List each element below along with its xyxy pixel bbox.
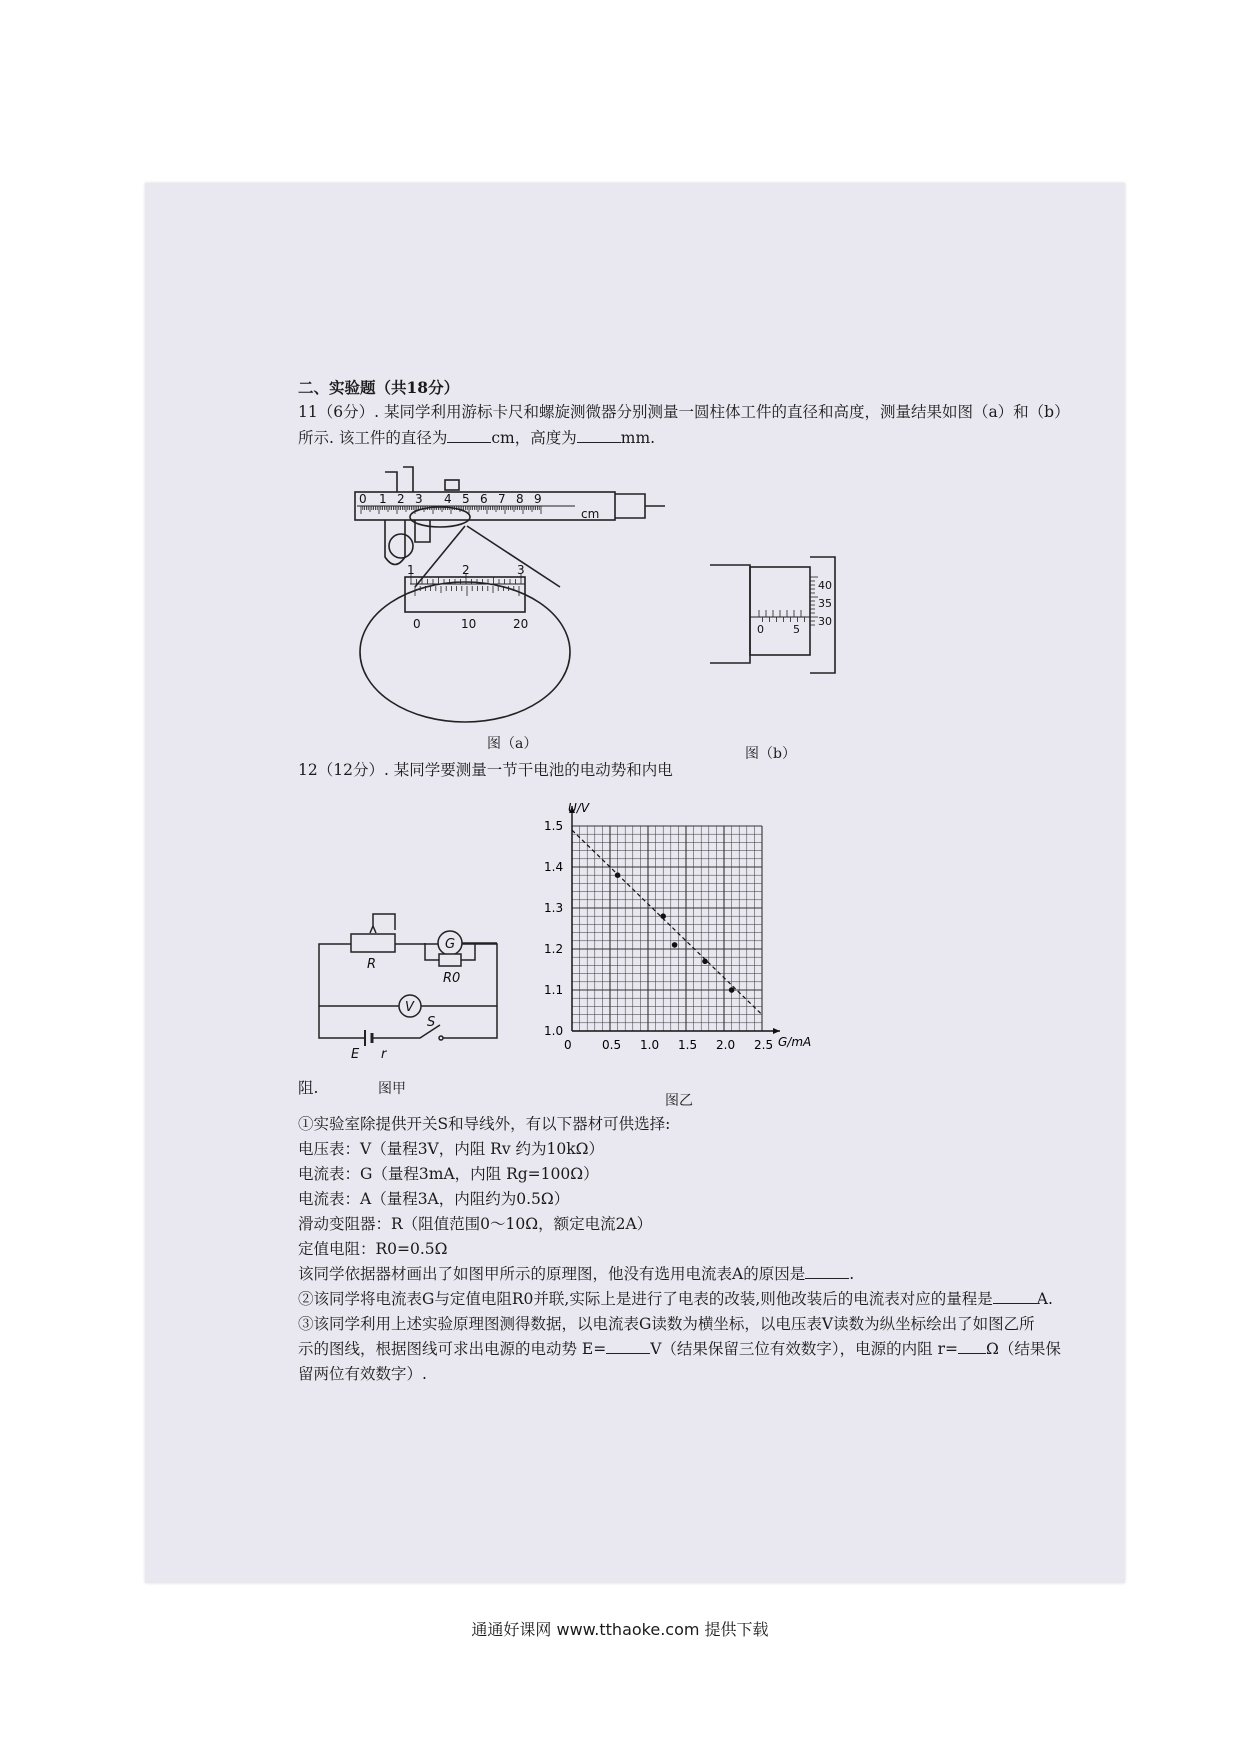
x-axis-label: G/mA (778, 1035, 812, 1049)
q12-line-8-end: A. (1036, 1290, 1053, 1308)
y-tick-label: 1.3 (544, 901, 564, 915)
vernier-caliper-figure (345, 462, 675, 732)
y-tick-label: 1.4 (544, 860, 564, 874)
r-blank[interactable] (958, 1339, 986, 1354)
caliper-main-0: 0 (359, 492, 367, 506)
q12-line-11: 留两位有效数字）. (298, 1365, 427, 1383)
emf-blank[interactable] (606, 1339, 650, 1354)
zoom-vernier-10: 10 (461, 617, 477, 631)
q12-line-3: 电流表：G（量程3mA，内阻 Rg=100Ω） (298, 1165, 599, 1183)
data-point (729, 987, 735, 993)
q12-line-7-end: . (849, 1265, 855, 1283)
x-tick-label: 2.5 (754, 1038, 774, 1052)
q12-line-8-text: ②该同学将电流表G与定值电阻R0并联,实际上是进行了电表的改装,则他改装后的电流表对应的量程是 (298, 1290, 993, 1308)
height-blank[interactable] (577, 428, 621, 443)
sleeve-0: 0 (757, 623, 764, 636)
section-title: 二、实验题（共18分） (298, 378, 460, 397)
u-i-graph (520, 798, 820, 1088)
q11-text-b: cm，高度为 (491, 429, 577, 447)
sleeve-5: 5 (793, 623, 800, 636)
range-blank[interactable] (993, 1289, 1037, 1304)
zoom-main-1: 1 (407, 563, 415, 577)
x-tick-label: 1.0 (640, 1038, 660, 1052)
caliper-unit: cm (581, 507, 600, 521)
x-tick-label: 0.5 (602, 1038, 622, 1052)
zoom-vernier-0: 0 (413, 617, 421, 631)
data-point (672, 942, 678, 948)
zoom-main-2: 2 (462, 563, 470, 577)
q12-line-9: ③该同学利用上述实验原理图测得数据，以电流表G读数为横坐标，以电压表V读数为纵坐标绘出了如图乙所 (298, 1315, 1035, 1333)
caliper-main-3: 3 (415, 492, 423, 506)
caption-b: 图（b） (745, 746, 796, 762)
zoom-main-3: 3 (517, 563, 525, 577)
caliper-main-5: 5 (462, 492, 470, 506)
q11-text-a: 所示. 该工件的直径为 (298, 429, 448, 447)
y-tick-label: 1.0 (544, 1024, 564, 1038)
thimble-30: 30 (818, 615, 832, 628)
q12-line-1: ①实验室除提供开关S和导线外，有以下器材可供选择: (298, 1115, 671, 1133)
q12-line-6: 定值电阻：R0=0.5Ω (298, 1240, 448, 1258)
q12-line-5: 滑动变阻器：R（阻值范围0～10Ω，额定电流2A） (298, 1215, 653, 1233)
data-point (660, 913, 666, 919)
label-S: S (427, 1015, 436, 1030)
diameter-blank[interactable] (447, 428, 491, 443)
label-E: E (351, 1047, 360, 1062)
y-tick-label: 1.1 (544, 983, 564, 997)
fit-line (572, 830, 762, 1015)
q12-line-7-text: 该同学依据器材画出了如图甲所示的原理图，他没有选用电流表A的原因是 (298, 1265, 806, 1283)
q12-line-8 (298, 1289, 1053, 1309)
q11-line2 (298, 428, 655, 448)
caliper-main-9: 9 (534, 492, 542, 506)
thimble-40: 40 (818, 579, 832, 592)
emf-text: 示的图线，根据图线可求出电源的电动势 E= (298, 1340, 607, 1358)
caliper-main-1: 1 (379, 492, 387, 506)
caliper-main-7: 7 (498, 492, 506, 506)
zoom-vernier-20: 20 (513, 617, 529, 631)
caliper-main-2: 2 (397, 492, 405, 506)
r-text-end: Ω（结果保 (986, 1340, 1061, 1358)
q12-line-2: 电压表：V（量程3V，内阻 Rv 约为10kΩ） (298, 1140, 604, 1158)
label-V: V (405, 1000, 414, 1015)
caption-a: 图（a） (487, 736, 538, 752)
q12-line-7 (298, 1264, 854, 1284)
caliper-main-8: 8 (516, 492, 524, 506)
q11-line1: 11（6分）. 某同学利用游标卡尺和螺旋测微器分别测量一圆柱体工件的直径和高度，测量结果如图（a）和（b） (298, 403, 1070, 421)
x-tick-label: 1.5 (678, 1038, 698, 1052)
y-tick-label: 1.2 (544, 942, 564, 956)
x-tick-label: 0 (564, 1038, 572, 1052)
q12-line-10 (298, 1339, 1061, 1359)
q11-text-c: mm. (620, 429, 656, 447)
footer-text: 通通好课网 www.tthaoke.com 提供下载 (471, 1620, 769, 1639)
label-R0: R0 (443, 971, 461, 986)
q12-title: 12（12分）. 某同学要测量一节干电池的电动势和内电 (298, 761, 673, 779)
caption-yi: 图乙 (665, 1093, 693, 1109)
reason-blank[interactable] (805, 1264, 849, 1279)
micrometer-figure (705, 555, 855, 675)
caliper-main-4: 4 (444, 492, 452, 506)
y-tick-label: 1.5 (544, 819, 564, 833)
caliper-main-6: 6 (480, 492, 488, 506)
caption-jia: 图甲 (378, 1081, 406, 1097)
q12-title-end: 阻. (298, 1079, 319, 1097)
label-R: R (367, 957, 377, 972)
data-point (702, 959, 708, 965)
q12-line-4: 电流表：A（量程3A，内阻约为0.5Ω） (298, 1190, 570, 1208)
label-G: G (445, 937, 456, 952)
r-text: V（结果保留三位有效数字），电源的内阻 r= (650, 1340, 959, 1358)
circuit-diagram (315, 900, 515, 1062)
x-axis-arrow (773, 1028, 780, 1034)
data-point (615, 872, 621, 878)
thimble-35: 35 (818, 597, 832, 610)
y-axis-label: U/V (568, 801, 590, 815)
x-tick-label: 2.0 (716, 1038, 736, 1052)
label-r: r (381, 1047, 387, 1062)
